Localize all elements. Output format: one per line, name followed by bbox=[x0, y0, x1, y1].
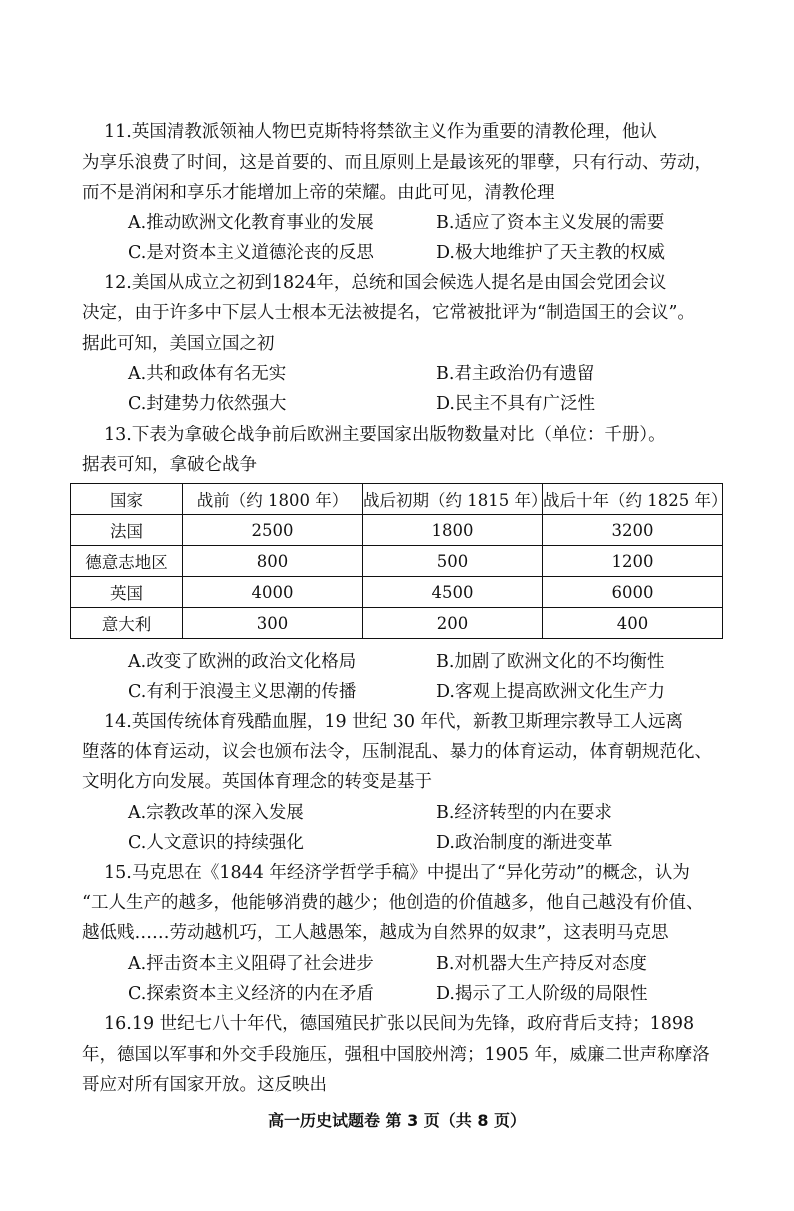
table-cell: 500 bbox=[363, 546, 543, 577]
table-row bbox=[71, 608, 723, 639]
table-cell: 3200 bbox=[543, 515, 723, 546]
q11-option-b: B.适应了资本主义发展的需要 bbox=[436, 213, 665, 233]
q15-line-1: 15.马克思在《1844 年经济学哲学手稿》中提出了“异化劳动”的概念，认为 bbox=[104, 863, 690, 883]
q11-line-1: 11.英国清教派领袖人物巴克斯特将禁欲主义作为重要的清教伦理，他认 bbox=[104, 122, 657, 142]
q15-option-a: A.抨击资本主义阻碍了社会进步 bbox=[128, 954, 374, 974]
table-cell: 300 bbox=[183, 608, 363, 639]
q12-line-3: 据此可知，美国立国之初 bbox=[82, 334, 275, 354]
q16-line-2: 年，德国以军事和外交手段施压，强租中国胶州湾；1905 年，威廉二世声称摩洛 bbox=[82, 1045, 710, 1065]
q14-line-3: 文明化方向发展。英国体育理念的转变是基于 bbox=[82, 772, 432, 792]
q13-option-a: A.改变了欧洲的政治文化格局 bbox=[128, 652, 357, 672]
q15-option-d: D.揭示了工人阶级的局限性 bbox=[436, 984, 648, 1004]
q12-option-d: D.民主不具有广泛性 bbox=[436, 394, 595, 414]
q14-line-2: 堕落的体育运动，议会也颁布法令，压制混乱、暴力的体育运动，体育朝规范化、 bbox=[82, 742, 712, 762]
table-row bbox=[71, 515, 723, 546]
page-footer: 高一历史试题卷 第 3 页（共 8 页） bbox=[267, 1111, 527, 1130]
q16-line-3: 哥应对所有国家开放。这反映出 bbox=[82, 1075, 327, 1095]
q15-line-3: 越低贱……劳动越机巧，工人越愚笨，越成为自然界的奴隶”，这表明马克思 bbox=[82, 923, 669, 943]
q12-line-1: 12.美国从成立之初到1824年，总统和国会候选人提名是由国会党团会议 bbox=[104, 273, 667, 293]
table-cell: 4000 bbox=[183, 577, 363, 608]
q14-option-b: B.经济转型的内在要求 bbox=[436, 803, 612, 823]
q11-line-3: 而不是消闲和享乐才能增加上帝的荣耀。由此可见，清教伦理 bbox=[82, 183, 555, 203]
q15-line-2: “工人生产的越多，他能够消费的越少；他创造的价值越多，他自己越没有价值、 bbox=[82, 893, 704, 913]
q12-option-b: B.君主政治仍有遗留 bbox=[436, 364, 595, 384]
table-header-cell: 战后十年（约 1825 年） bbox=[543, 484, 723, 515]
table-cell: 1800 bbox=[363, 515, 543, 546]
table-cell: 800 bbox=[183, 546, 363, 577]
q13-option-b: B.加剧了欧洲文化的不均衡性 bbox=[436, 652, 665, 672]
q11-option-a: A.推动欧洲文化教育事业的发展 bbox=[128, 213, 374, 233]
q14-option-c: C.人文意识的持续强化 bbox=[128, 833, 304, 853]
q11-line-2: 为享乐浪费了时间，这是首要的、而且原则上是最该死的罪孽，只有行动、劳动， bbox=[82, 153, 712, 173]
table-cell: 意大利 bbox=[71, 608, 183, 639]
q14-option-a: A.宗教改革的深入发展 bbox=[128, 803, 304, 823]
publication-table bbox=[70, 483, 728, 639]
table-cell: 6000 bbox=[543, 577, 723, 608]
table-cell: 4500 bbox=[363, 577, 543, 608]
q14-option-d: D.政治制度的渐进变革 bbox=[436, 833, 613, 853]
table-header-row bbox=[71, 484, 723, 515]
table-header-cell: 战后初期（约 1815 年） bbox=[363, 484, 543, 515]
table-header-cell: 战前（约 1800 年） bbox=[183, 484, 363, 515]
table-cell: 1200 bbox=[543, 546, 723, 577]
table-row bbox=[71, 546, 723, 577]
table-cell: 法国 bbox=[71, 515, 183, 546]
q13-option-c: C.有利于浪漫主义思潮的传播 bbox=[128, 682, 357, 702]
q11-option-d: D.极大地维护了天主教的权威 bbox=[436, 243, 665, 263]
q13-line-1: 13.下表为拿破仑战争前后欧洲主要国家出版物数量对比（单位：千册）。 bbox=[104, 425, 666, 445]
q11-option-c: C.是对资本主义道德沦丧的反思 bbox=[128, 243, 374, 263]
table-row bbox=[71, 577, 723, 608]
q13-option-d: D.客观上提高欧洲文化生产力 bbox=[436, 682, 665, 702]
q13-line-2: 据表可知，拿破仑战争 bbox=[82, 455, 257, 475]
table-cell: 400 bbox=[543, 608, 723, 639]
q12-option-a: A.共和政体有名无实 bbox=[128, 364, 287, 384]
q16-line-1: 16.19 世纪七八十年代，德国殖民扩张以民间为先锋，政府背后支持；1898 bbox=[104, 1014, 695, 1034]
q14-line-1: 14.英国传统体育残酷血腥，19 世纪 30 年代，新教卫斯理宗教导工人远离 bbox=[104, 712, 684, 732]
q15-option-b: B.对机器大生产持反对态度 bbox=[436, 954, 647, 974]
table-cell: 德意志地区 bbox=[71, 546, 183, 577]
table-cell: 英国 bbox=[71, 577, 183, 608]
q15-option-c: C.探索资本主义经济的内在矛盾 bbox=[128, 984, 374, 1004]
q12-line-2: 决定，由于许多中下层人士根本无法被提名，它常被批评为“制造国王的会议”。 bbox=[82, 303, 695, 323]
q12-option-c: C.封建势力依然强大 bbox=[128, 394, 287, 414]
table-cell: 200 bbox=[363, 608, 543, 639]
table-cell: 2500 bbox=[183, 515, 363, 546]
table-header-cell: 国家 bbox=[71, 484, 183, 515]
